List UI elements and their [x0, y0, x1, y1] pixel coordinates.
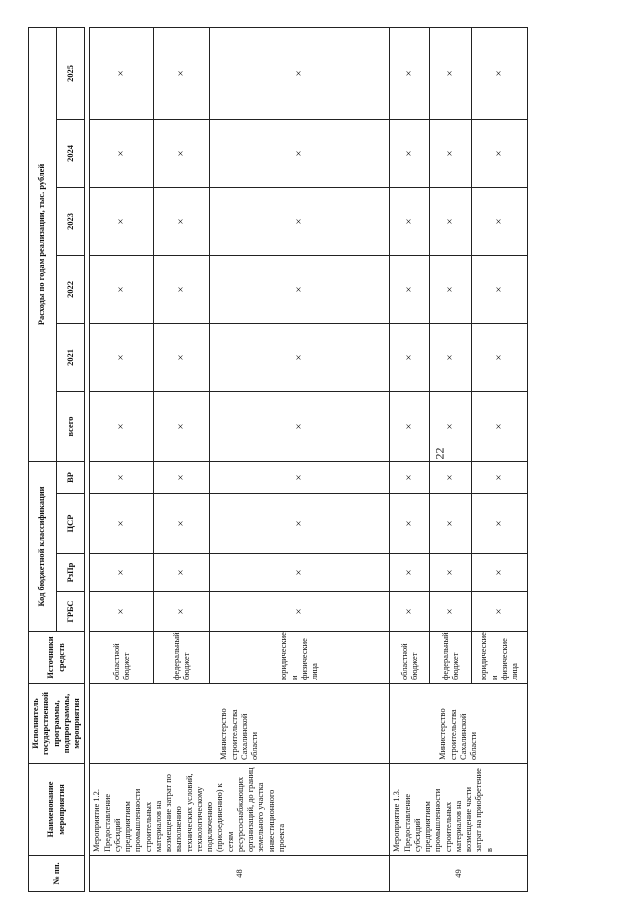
mark-cell: × — [90, 27, 154, 119]
header-2024: 2024 — [57, 119, 85, 187]
mark-cell: × — [390, 554, 430, 592]
mark-cell: × — [472, 461, 528, 493]
mark-cell: × — [154, 592, 210, 632]
mark-cell: × — [154, 323, 210, 391]
mark-cell: × — [90, 494, 154, 554]
mark-cell: × — [90, 119, 154, 187]
mark-cell: × — [154, 255, 210, 323]
mark-cell: × — [472, 27, 528, 119]
mark-cell: × — [210, 554, 390, 592]
expenses-table — [28, 27, 528, 892]
mark-cell: × — [154, 187, 210, 255]
header-2025: 2025 — [57, 27, 85, 119]
mark-cell: × — [472, 391, 528, 461]
header-vr: ВР — [57, 461, 85, 493]
mark-cell: × — [472, 255, 528, 323]
mark-cell: × — [390, 119, 430, 187]
mark-cell: × — [472, 119, 528, 187]
mark-cell: × — [390, 592, 430, 632]
mark-cell: × — [210, 323, 390, 391]
header-budget-code: Код бюджетной классификации — [29, 461, 57, 631]
mark-cell: × — [430, 119, 472, 187]
mark-cell: × — [154, 391, 210, 461]
mark-cell: × — [430, 27, 472, 119]
mark-cell: × — [90, 187, 154, 255]
mark-cell: × — [430, 323, 472, 391]
mark-cell: × — [210, 27, 390, 119]
mark-cell: × — [154, 494, 210, 554]
event-executor: Министерство строительства Сахалинской области — [390, 684, 528, 764]
mark-cell: × — [154, 119, 210, 187]
header-source: Источники средств — [29, 632, 85, 684]
mark-cell: × — [430, 255, 472, 323]
source-cell: федеральный бюджет — [430, 632, 472, 684]
source-cell: областной бюджет — [390, 632, 430, 684]
mark-cell: × — [90, 592, 154, 632]
rotated-table-wrapper — [28, 28, 634, 892]
mark-cell: × — [430, 187, 472, 255]
header-num: № пп. — [29, 856, 85, 892]
event-name: Мероприятие 1.2. Предоставление субсидий предприятиям промышленности строительных материалов на возмещение затрат по выполнению технических условий, технологическому подключению (присоединению) к сетям ресурсоснабжающих организаций, до границ земельного участка инвестиционного проекта — [90, 764, 390, 856]
mark-cell: × — [210, 494, 390, 554]
header-csr: ЦСР — [57, 494, 85, 554]
mark-cell: × — [210, 255, 390, 323]
mark-cell: × — [472, 592, 528, 632]
mark-cell: × — [472, 323, 528, 391]
mark-cell: × — [210, 391, 390, 461]
mark-cell: × — [390, 461, 430, 493]
mark-cell: × — [430, 391, 472, 461]
mark-cell: × — [472, 554, 528, 592]
source-cell: юридические и физические лица — [472, 632, 528, 684]
event-name: Мероприятие 1.3. Предоставление субсидий предприятиям промышленности строительных материалов на возмещение части затрат на приобретение в — [390, 764, 528, 856]
mark-cell: × — [390, 391, 430, 461]
row-number: 49 — [390, 856, 528, 892]
mark-cell: × — [472, 494, 528, 554]
mark-cell: × — [430, 554, 472, 592]
header-2021: 2021 — [57, 323, 85, 391]
header-2022: 2022 — [57, 255, 85, 323]
mark-cell: × — [154, 461, 210, 493]
mark-cell: × — [210, 119, 390, 187]
mark-cell: × — [90, 391, 154, 461]
mark-cell: × — [430, 592, 472, 632]
header-2023: 2023 — [57, 187, 85, 255]
mark-cell: × — [430, 494, 472, 554]
mark-cell: × — [90, 255, 154, 323]
table-row — [390, 27, 430, 891]
mark-cell: × — [210, 592, 390, 632]
mark-cell: × — [430, 461, 472, 493]
mark-cell: × — [390, 27, 430, 119]
header-name: Наименование мероприятия — [29, 764, 85, 856]
header-executor: Исполнитель государственной программы, подпрограммы, мероприятия — [29, 684, 85, 764]
table-row — [90, 27, 154, 891]
mark-cell: × — [472, 187, 528, 255]
mark-cell: × — [90, 461, 154, 493]
header-grbs: ГРБС — [57, 592, 85, 632]
mark-cell: × — [390, 255, 430, 323]
source-cell: юридические и физические лица — [210, 632, 390, 684]
row-number: 48 — [90, 856, 390, 892]
header-rzpr: РзПр — [57, 554, 85, 592]
mark-cell: × — [210, 187, 390, 255]
mark-cell: × — [210, 461, 390, 493]
mark-cell: × — [90, 323, 154, 391]
mark-cell: × — [154, 27, 210, 119]
mark-cell: × — [390, 323, 430, 391]
page-number: 22 — [432, 447, 447, 460]
header-expenses: Расходы по годам реализации, тыс. рублей — [29, 27, 57, 461]
mark-cell: × — [390, 494, 430, 554]
mark-cell: × — [154, 554, 210, 592]
mark-cell: × — [90, 554, 154, 592]
source-cell: областной бюджет — [90, 632, 154, 684]
source-cell: федеральный бюджет — [154, 632, 210, 684]
mark-cell: × — [390, 187, 430, 255]
event-executor: Министерство строительства Сахалинской области — [90, 684, 390, 764]
header-total: всего — [57, 391, 85, 461]
